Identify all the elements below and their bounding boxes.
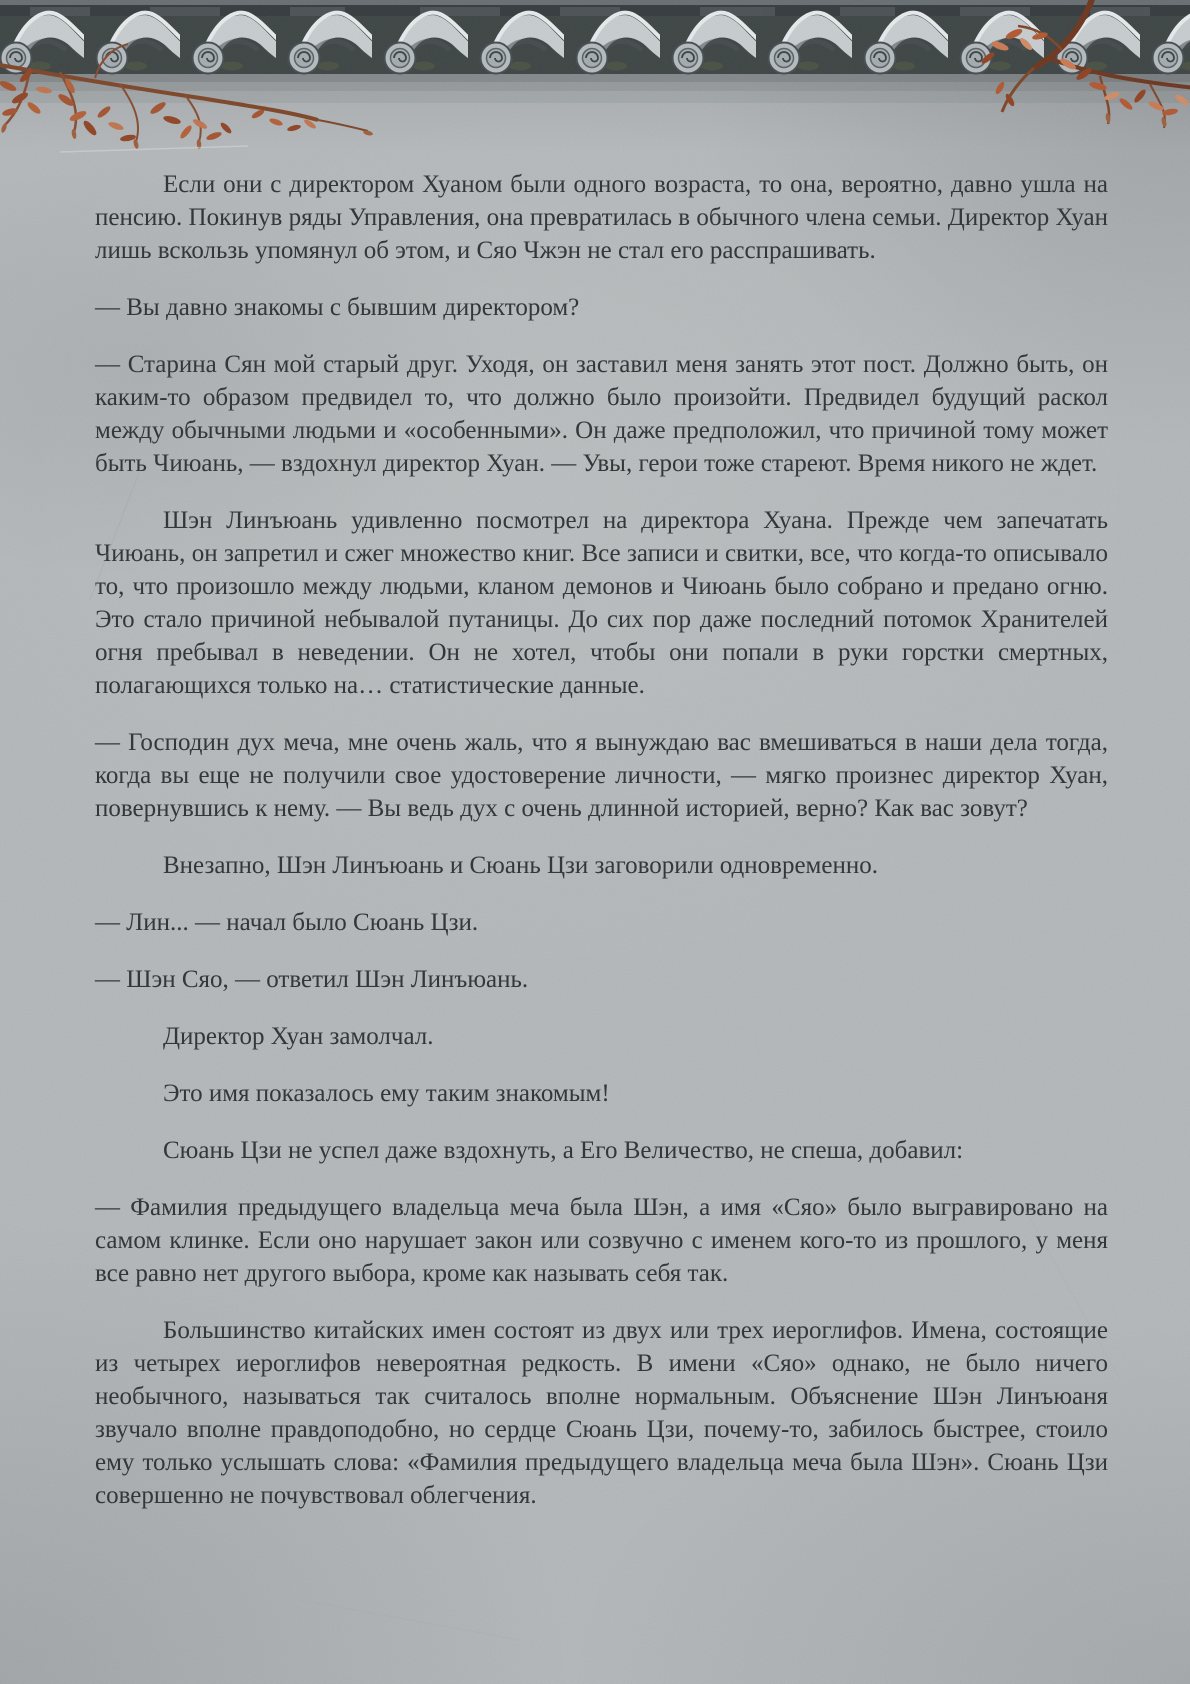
narrative-paragraph: Если они с директором Хуаном были одного возраста, то она, вероятно, давно ушла на пенсию. Покинув ряды Управления, она превратилась в обычного члена семьи. Директор Хуан лишь вскользь упомянул об этом, и Сяо Чжэн не стал его расспрашивать. — [95, 171, 1108, 264]
dialogue-paragraph: — Вы давно знакомы с бывшим директором? — [95, 294, 580, 321]
narrative-paragraph: Большинство китайских имен состоят из двух или трех иероглифов. Имена, состоящие из четырех иероглифов невероятная редкость. В имени «Сяо» однако, не было ничего необычного, называться так считалось вполне нормальным. Объяснение Шэн Линъюаня звучало вполне правдоподобно, но сердце Сюань Цзи, почему-то, забилось быстрее, стоило ему только услышать слова: «Фамилия предыдущего владельца меча была Шэн». Сюань Цзи совершенно не почувствовал облегчения. — [95, 1317, 1108, 1509]
narrative-paragraph: Шэн Линъюань удивленно посмотрел на директора Хуана. Прежде чем запечатать Чиюань, он запретил и сжег множество книг. Все записи и свитки, все, что когда-то описывало то, что произошло между людьми, кланом демонов и Чиюань было собрано и предано огню. Это стало причиной небывалой путаницы. До сих пор даже последний потомок Хранителей огня пребывал в неведении. Он не хотел, чтобы они попали в руки горстки смертных, полагающихся только на… статистические данные. — [95, 507, 1108, 699]
dialogue-paragraph: — Лин... — начал было Сюань Цзи. — [95, 909, 479, 936]
dialogue-paragraph: — Старина Сян мой старый друг. Уходя, он заставил меня занять этот пост. Должно быть, он каким-то образом предвидел то, что должно было произойти. Предвидел будущий раскол между обычными людьми и «особенными». Он даже предположил, что причиной тому может быть Чиюань, — вздохнул директор Хуан. — Увы, герои тоже стареют. Время никого не ждет. — [95, 351, 1108, 477]
narrative-paragraph: Директор Хуан замолчал. — [163, 1023, 434, 1050]
dialogue-paragraph: — Фамилия предыдущего владельца меча была Шэн, а имя «Сяо» было выгравировано на самом клинке. Если оно нарушает закон или созвучно с именем кого-то из прошлого, у меня все равно нет другого выбора, кроме как называть себя так. — [95, 1194, 1108, 1287]
dialogue-paragraph: — Господин дух меча, мне очень жаль, что я вынуждаю вас вмешиваться в наши дела тогда, когда вы еще не получили свое удостоверение личности, — мягко произнес директор Хуан, повернувшись к нему. — Вы ведь дух с очень длинной историей, верно? Как вас зовут? — [95, 729, 1108, 822]
page-text — [95, 168, 1108, 1536]
narrative-paragraph: Это имя показалось ему таким знакомым! — [163, 1080, 610, 1107]
narrative-paragraph: Сюань Цзи не успел даже вздохнуть, а Его Величество, не спеша, добавил: — [163, 1137, 964, 1164]
narrative-paragraph: Внезапно, Шэн Линъюань и Сюань Цзи заговорили одновременно. — [163, 852, 878, 879]
dialogue-paragraph: — Шэн Сяо, — ответил Шэн Линъюань. — [95, 966, 529, 993]
